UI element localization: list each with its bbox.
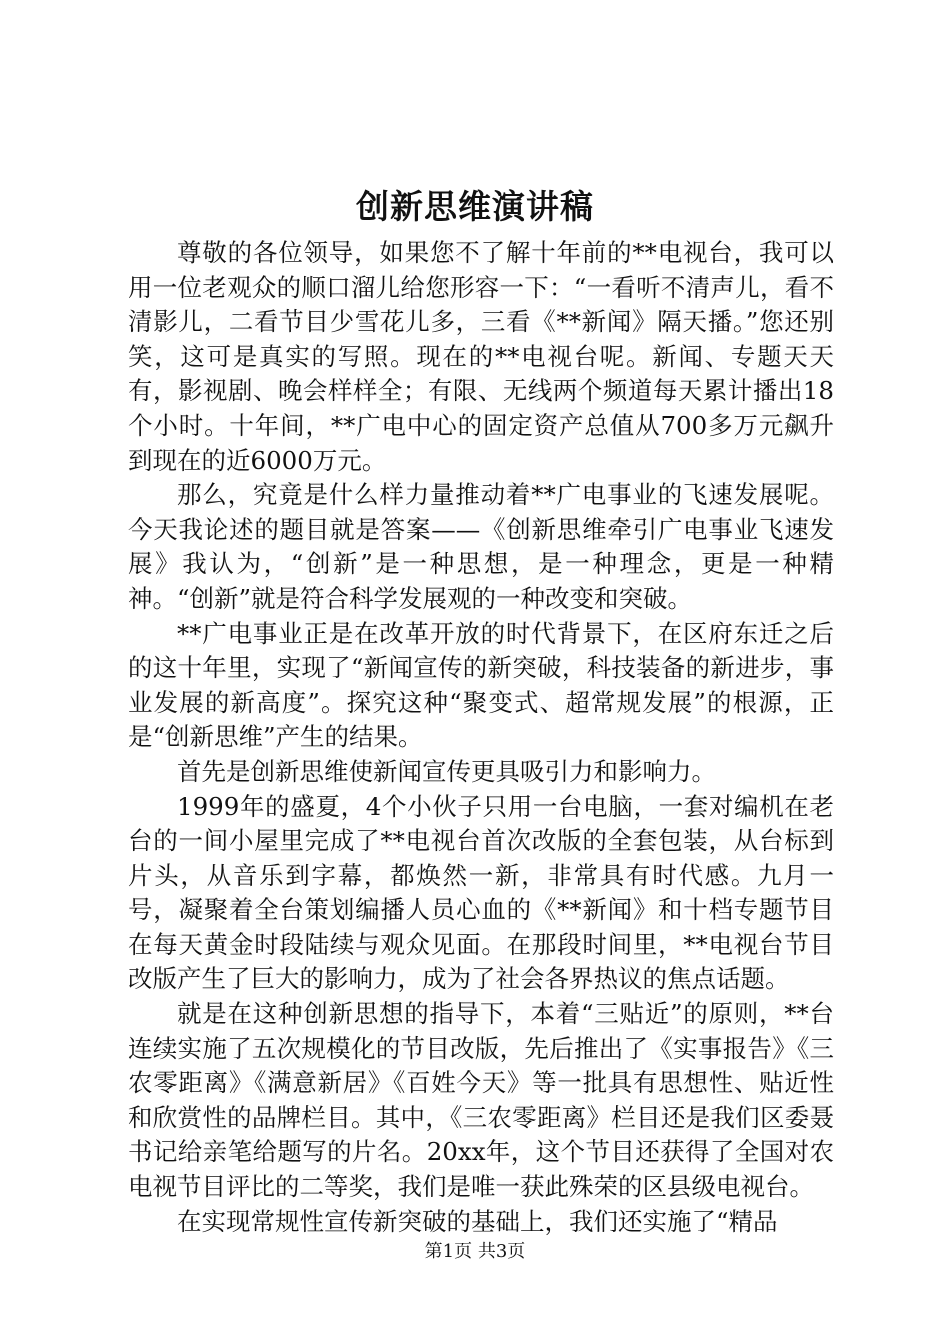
page-footer: 第1页 共3页 bbox=[424, 1241, 526, 1262]
paragraph-4: 首先是创新思维使新闻宣传更具吸引力和影响力。 bbox=[177, 756, 716, 786]
document-title: 创新思维演讲稿 bbox=[356, 187, 594, 226]
paragraph-2: 那么，究竟是什么样力量推动着**广电事业的飞速发展呢。今天我论述的题目就是答案——《创新思维牵引广电事业飞速发展》我认为，“创新”是一种思想，是一种理念，更是一种精神。“创新”就是符合科学发展观的一种改变和突破。 bbox=[128, 480, 834, 613]
paragraph-5: 1999年的盛夏，4个小伙子只用一台电脑，一套对编机在老台的一间小屋里完成了**电视台首次改版的全套包装，从台标到片头，从音乐到字幕，都焕然一新，非常具有时代感。九月一号，凝聚着全台策划编播人员心血的《**新闻》和十档专题节目在每天黄金时段陆续与观众见面。在那段时间里，**电视台节目改版产生了巨大的影响力，成为了社会各界热议的焦点话题。 bbox=[128, 791, 834, 994]
paragraph-6: 就是在这种创新思想的指导下，本着“三贴近”的原则，**台连续实施了五次规模化的节目改版，先后推出了《实事报告》《三农零距离》《满意新居》《百姓今天》等一批具有思想性、贴近性和欣赏性的品牌栏目。其中，《三农零距离》栏目还是我们区委聂书记给亲笔给题写的片名。20xx年，这个节目还获得了全国对农电视节目评比的二等奖，我们是唯一获此殊荣的区县级电视台。 bbox=[128, 999, 834, 1202]
paragraph-3: **广电事业正是在改革开放的时代背景下，在区府东迁之后的这十年里，实现了“新闻宣传的新突破，科技装备的新进步，事业发展的新高度”。探究这种“聚变式、超常规发展”的根源，正是“创新思维”产生的结果。 bbox=[128, 618, 834, 752]
document-body bbox=[128, 236, 834, 1239]
paragraph-1: 尊敬的各位领导，如果您不了解十年前的**电视台，我可以用一位老观众的顺口溜儿给您形容一下：“一看听不清声儿，看不清影儿，二看节目少雪花儿多，三看《**新闻》隔天播。”您还别笑，这可是真实的写照。现在的**电视台呢。新闻、专题天天有，影视剧、晚会样样全；有限、无线两个频道每天累计播出18个小时。十年间，**广电中心的固定资产总值从700多万元飙升到现在的近6000万元。 bbox=[128, 238, 834, 475]
paragraph-7: 在实现常规性宣传新突破的基础上，我们还实施了“精品 bbox=[177, 1206, 778, 1236]
